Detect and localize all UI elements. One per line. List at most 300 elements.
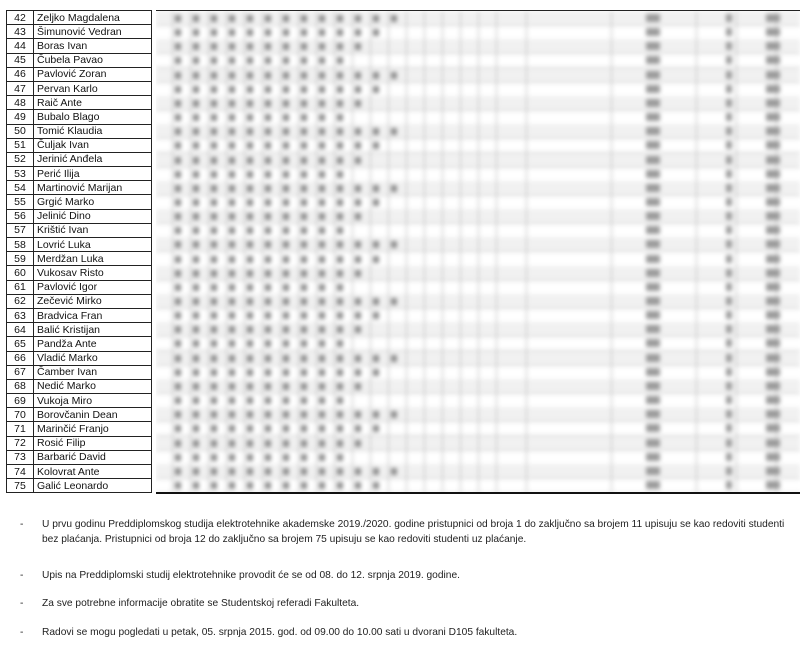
- blurred-mark: [301, 440, 307, 447]
- blurred-mark: [646, 184, 660, 192]
- blurred-column-line: [334, 11, 335, 492]
- blurred-mark: [247, 185, 253, 192]
- blurred-mark: [319, 128, 325, 135]
- blurred-mark: [337, 482, 343, 489]
- blurred-mark: [391, 15, 397, 22]
- blurred-mark: [211, 199, 217, 206]
- blurred-mark: [265, 411, 271, 418]
- blurred-mark: [319, 383, 325, 390]
- rank-number: 74: [7, 465, 34, 479]
- blurred-mark: [193, 43, 199, 50]
- blurred-column-line: [172, 11, 173, 492]
- blurred-mark: [283, 86, 289, 93]
- rank-number: 64: [7, 323, 34, 337]
- blurred-mark: [193, 284, 199, 291]
- blurred-score-columns: [156, 10, 800, 494]
- blurred-mark: [355, 185, 361, 192]
- blurred-mark: [337, 128, 343, 135]
- blurred-mark: [229, 185, 235, 192]
- blurred-mark: [247, 440, 253, 447]
- table-row: [7, 223, 152, 237]
- blurred-mark: [726, 339, 732, 347]
- blurred-mark: [265, 270, 271, 277]
- blurred-column-line: [388, 11, 389, 492]
- blurred-mark: [175, 298, 181, 305]
- blurred-mark: [175, 43, 181, 50]
- blurred-mark: [646, 382, 660, 390]
- blurred-mark: [337, 29, 343, 36]
- student-name: Šimunović Vedran: [34, 25, 152, 39]
- blurred-mark: [766, 113, 780, 121]
- blurred-mark: [319, 185, 325, 192]
- blurred-mark: [175, 185, 181, 192]
- table-row: [7, 25, 152, 39]
- blurred-mark: [726, 226, 732, 234]
- table-row: [7, 294, 152, 308]
- rank-number: 56: [7, 209, 34, 223]
- blurred-mark: [646, 226, 660, 234]
- blurred-mark: [265, 468, 271, 475]
- blurred-mark: [283, 340, 289, 347]
- blurred-column-line: [696, 11, 697, 492]
- blurred-mark: [265, 199, 271, 206]
- blurred-mark: [193, 15, 199, 22]
- blurred-mark: [301, 425, 307, 432]
- blurred-mark: [229, 128, 235, 135]
- blurred-mark: [726, 396, 732, 404]
- table-row: [7, 479, 152, 493]
- blurred-mark: [766, 42, 780, 50]
- blurred-mark: [319, 43, 325, 50]
- ranking-table-body: [7, 11, 152, 493]
- blurred-mark: [373, 142, 379, 149]
- blurred-column-line: [478, 11, 479, 492]
- blurred-mark: [337, 397, 343, 404]
- blurred-mark: [247, 270, 253, 277]
- blurred-mark: [211, 326, 217, 333]
- blurred-mark: [265, 241, 271, 248]
- blurred-mark: [175, 482, 181, 489]
- blurred-mark: [766, 354, 780, 362]
- blurred-mark: [175, 326, 181, 333]
- blurred-mark: [391, 72, 397, 79]
- blurred-mark: [355, 86, 361, 93]
- blurred-mark: [319, 199, 325, 206]
- blurred-mark: [373, 355, 379, 362]
- blurred-mark: [646, 71, 660, 79]
- student-name: Pandža Ante: [34, 337, 152, 351]
- blurred-mark: [337, 86, 343, 93]
- blurred-mark: [373, 256, 379, 263]
- blurred-mark: [646, 269, 660, 277]
- bullet-dash: -: [20, 598, 24, 609]
- blurred-mark: [283, 185, 289, 192]
- blurred-mark: [229, 397, 235, 404]
- blurred-mark: [726, 42, 732, 50]
- blurred-mark: [229, 411, 235, 418]
- blurred-mark: [211, 468, 217, 475]
- table-row: [7, 167, 152, 181]
- blurred-mark: [229, 171, 235, 178]
- rank-number: 50: [7, 124, 34, 138]
- blurred-mark: [355, 468, 361, 475]
- blurred-mark: [337, 411, 343, 418]
- blurred-mark: [373, 312, 379, 319]
- blurred-mark: [337, 454, 343, 461]
- blurred-mark: [229, 227, 235, 234]
- bullet-dash: -: [20, 519, 24, 530]
- blurred-mark: [337, 440, 343, 447]
- blurred-mark: [193, 241, 199, 248]
- blurred-mark: [319, 29, 325, 36]
- blurred-mark: [726, 368, 732, 376]
- blurred-mark: [265, 86, 271, 93]
- blurred-mark: [355, 355, 361, 362]
- blurred-mark: [247, 397, 253, 404]
- note-contact-office: [20, 596, 359, 611]
- blurred-score-content: [156, 11, 800, 492]
- blurred-mark: [229, 256, 235, 263]
- blurred-mark: [301, 284, 307, 291]
- blurred-mark: [373, 482, 379, 489]
- blurred-mark: [211, 425, 217, 432]
- blurred-mark: [211, 482, 217, 489]
- blurred-mark: [283, 369, 289, 376]
- blurred-mark: [193, 397, 199, 404]
- blurred-mark: [646, 410, 660, 418]
- blurred-mark: [265, 128, 271, 135]
- blurred-mark: [319, 454, 325, 461]
- student-name: Čuljak Ivan: [34, 138, 152, 152]
- student-name: Nedić Marko: [34, 379, 152, 393]
- blurred-mark: [301, 482, 307, 489]
- blurred-mark: [229, 213, 235, 220]
- blurred-mark: [265, 171, 271, 178]
- blurred-mark: [211, 128, 217, 135]
- blurred-mark: [319, 114, 325, 121]
- blurred-mark: [229, 15, 235, 22]
- blurred-mark: [646, 113, 660, 121]
- blurred-column-line: [776, 11, 777, 492]
- blurred-mark: [391, 411, 397, 418]
- blurred-mark: [646, 170, 660, 178]
- blurred-mark: [193, 355, 199, 362]
- blurred-mark: [211, 440, 217, 447]
- blurred-mark: [283, 425, 289, 432]
- note-text: Upis na Preddiplomski studij elektrotehnike provodit će se od 08. do 12. srpnja 2019. godine.: [42, 570, 460, 581]
- table-row: [7, 67, 152, 81]
- blurred-mark: [229, 43, 235, 50]
- blurred-mark: [726, 255, 732, 263]
- blurred-mark: [766, 424, 780, 432]
- rank-number: 75: [7, 479, 34, 493]
- blurred-mark: [726, 156, 732, 164]
- blurred-mark: [355, 383, 361, 390]
- blurred-mark: [337, 241, 343, 248]
- blurred-mark: [301, 326, 307, 333]
- blurred-mark: [265, 185, 271, 192]
- blurred-mark: [265, 298, 271, 305]
- student-name: Vukoja Miro: [34, 394, 152, 408]
- blurred-mark: [373, 298, 379, 305]
- blurred-mark: [766, 297, 780, 305]
- note-text: Radovi se mogu pogledati u petak, 05. srpnja 2015. god. od 09.00 do 10.00 sati u dvorani D105 fakulteta.: [42, 627, 518, 638]
- rank-number: 63: [7, 308, 34, 322]
- blurred-column-line: [460, 11, 461, 492]
- blurred-mark: [301, 15, 307, 22]
- blurred-mark: [283, 256, 289, 263]
- blurred-mark: [766, 339, 780, 347]
- blurred-mark: [247, 213, 253, 220]
- blurred-mark: [726, 184, 732, 192]
- blurred-mark: [211, 157, 217, 164]
- blurred-mark: [247, 100, 253, 107]
- blurred-mark: [301, 454, 307, 461]
- blurred-mark: [211, 171, 217, 178]
- blurred-mark: [337, 213, 343, 220]
- blurred-mark: [265, 213, 271, 220]
- blurred-mark: [646, 481, 660, 489]
- blurred-mark: [766, 156, 780, 164]
- blurred-mark: [337, 383, 343, 390]
- blurred-mark: [175, 270, 181, 277]
- blurred-mark: [193, 326, 199, 333]
- table-row: [7, 436, 152, 450]
- blurred-mark: [175, 411, 181, 418]
- student-name: Pavlović Igor: [34, 280, 152, 294]
- blurred-mark: [301, 340, 307, 347]
- blurred-column-line: [526, 11, 527, 492]
- blurred-mark: [175, 397, 181, 404]
- blurred-mark: [646, 424, 660, 432]
- blurred-mark: [211, 142, 217, 149]
- blurred-mark: [355, 241, 361, 248]
- blurred-mark: [229, 29, 235, 36]
- blurred-column-line: [244, 11, 245, 492]
- blurred-mark: [337, 114, 343, 121]
- blurred-column-line: [262, 11, 263, 492]
- blurred-mark: [229, 270, 235, 277]
- blurred-mark: [646, 156, 660, 164]
- student-name: Krištić Ivan: [34, 223, 152, 237]
- note-text: Za sve potrebne informacije obratite se Studentskoj referadi Fakulteta.: [42, 598, 360, 609]
- blurred-mark: [373, 72, 379, 79]
- blurred-mark: [265, 43, 271, 50]
- blurred-mark: [229, 142, 235, 149]
- blurred-mark: [646, 283, 660, 291]
- blurred-mark: [211, 270, 217, 277]
- blurred-mark: [283, 43, 289, 50]
- blurred-mark: [283, 241, 289, 248]
- blurred-mark: [726, 311, 732, 319]
- blurred-mark: [265, 256, 271, 263]
- table-row: [7, 138, 152, 152]
- rank-number: 47: [7, 81, 34, 95]
- blurred-column-line: [736, 11, 737, 492]
- blurred-column-line: [208, 11, 209, 492]
- blurred-mark: [646, 42, 660, 50]
- blurred-mark: [265, 340, 271, 347]
- blurred-mark: [211, 213, 217, 220]
- blurred-mark: [319, 284, 325, 291]
- blurred-mark: [175, 157, 181, 164]
- blurred-mark: [301, 114, 307, 121]
- blurred-mark: [319, 57, 325, 64]
- student-name: Balić Kristijan: [34, 323, 152, 337]
- blurred-mark: [301, 312, 307, 319]
- blurred-mark: [646, 325, 660, 333]
- blurred-mark: [646, 56, 660, 64]
- student-name: Zečević Mirko: [34, 294, 152, 308]
- ranking-table-area: [6, 10, 800, 495]
- table-row: [7, 238, 152, 252]
- blurred-mark: [319, 241, 325, 248]
- table-row: [7, 124, 152, 138]
- blurred-mark: [337, 142, 343, 149]
- blurred-mark: [283, 171, 289, 178]
- blurred-mark: [211, 256, 217, 263]
- blurred-mark: [766, 467, 780, 475]
- blurred-mark: [175, 213, 181, 220]
- blurred-mark: [175, 57, 181, 64]
- blurred-mark: [337, 340, 343, 347]
- blurred-mark: [726, 453, 732, 461]
- blurred-mark: [193, 270, 199, 277]
- blurred-mark: [211, 185, 217, 192]
- blurred-mark: [283, 114, 289, 121]
- blurred-mark: [229, 312, 235, 319]
- blurred-mark: [319, 340, 325, 347]
- blurred-mark: [301, 383, 307, 390]
- blurred-mark: [229, 482, 235, 489]
- table-row: [7, 11, 152, 25]
- blurred-mark: [319, 369, 325, 376]
- blurred-mark: [301, 369, 307, 376]
- table-row: [7, 422, 152, 436]
- blurred-mark: [283, 213, 289, 220]
- blurred-mark: [193, 157, 199, 164]
- blurred-mark: [193, 411, 199, 418]
- blurred-mark: [193, 425, 199, 432]
- blurred-mark: [766, 226, 780, 234]
- blurred-mark: [337, 468, 343, 475]
- rank-number: 67: [7, 365, 34, 379]
- rank-number: 66: [7, 351, 34, 365]
- blurred-mark: [766, 212, 780, 220]
- student-name: Perić Ilija: [34, 167, 152, 181]
- blurred-mark: [229, 86, 235, 93]
- table-row: [7, 181, 152, 195]
- table-row: [7, 195, 152, 209]
- blurred-mark: [283, 100, 289, 107]
- blurred-mark: [646, 240, 660, 248]
- blurred-mark: [247, 128, 253, 135]
- rank-number: 58: [7, 238, 34, 252]
- rank-number: 65: [7, 337, 34, 351]
- rank-number: 69: [7, 394, 34, 408]
- rank-number: 52: [7, 152, 34, 166]
- blurred-mark: [373, 425, 379, 432]
- blurred-mark: [247, 171, 253, 178]
- blurred-mark: [766, 396, 780, 404]
- blurred-mark: [265, 312, 271, 319]
- blurred-mark: [265, 482, 271, 489]
- blurred-mark: [265, 454, 271, 461]
- blurred-mark: [766, 85, 780, 93]
- blurred-mark: [247, 241, 253, 248]
- blurred-mark: [319, 298, 325, 305]
- blurred-mark: [646, 368, 660, 376]
- rank-number: 57: [7, 223, 34, 237]
- blurred-mark: [175, 241, 181, 248]
- blurred-mark: [247, 340, 253, 347]
- blurred-mark: [766, 170, 780, 178]
- blurred-mark: [726, 56, 732, 64]
- student-name: Jelinić Dino: [34, 209, 152, 223]
- blurred-mark: [319, 256, 325, 263]
- table-row: [7, 394, 152, 408]
- table-row: [7, 266, 152, 280]
- blurred-mark: [301, 86, 307, 93]
- blurred-mark: [247, 227, 253, 234]
- blurred-mark: [726, 85, 732, 93]
- blurred-mark: [355, 72, 361, 79]
- blurred-mark: [319, 100, 325, 107]
- student-name: Barbarić David: [34, 450, 152, 464]
- blurred-mark: [229, 340, 235, 347]
- blurred-mark: [211, 312, 217, 319]
- blurred-mark: [355, 326, 361, 333]
- table-row: [7, 308, 152, 322]
- blurred-mark: [193, 340, 199, 347]
- blurred-mark: [247, 411, 253, 418]
- blurred-mark: [247, 199, 253, 206]
- blurred-mark: [211, 369, 217, 376]
- blurred-mark: [319, 312, 325, 319]
- blurred-mark: [355, 411, 361, 418]
- blurred-mark: [337, 100, 343, 107]
- blurred-mark: [175, 468, 181, 475]
- blurred-mark: [193, 312, 199, 319]
- blurred-mark: [373, 128, 379, 135]
- blurred-mark: [229, 425, 235, 432]
- blurred-mark: [646, 439, 660, 447]
- blurred-mark: [175, 312, 181, 319]
- blurred-mark: [766, 141, 780, 149]
- table-row: [7, 408, 152, 422]
- blurred-mark: [301, 29, 307, 36]
- blurred-mark: [175, 425, 181, 432]
- student-name: Čamber Ivan: [34, 365, 152, 379]
- table-row: [7, 280, 152, 294]
- blurred-mark: [265, 15, 271, 22]
- blurred-mark: [283, 128, 289, 135]
- blurred-mark: [175, 454, 181, 461]
- rank-number: 61: [7, 280, 34, 294]
- blurred-mark: [766, 71, 780, 79]
- blurred-mark: [283, 411, 289, 418]
- blurred-mark: [646, 127, 660, 135]
- student-name: Merdžan Luka: [34, 252, 152, 266]
- blurred-mark: [301, 72, 307, 79]
- blurred-mark: [211, 340, 217, 347]
- table-row: [7, 450, 152, 464]
- blurred-mark: [319, 213, 325, 220]
- table-row: [7, 96, 152, 110]
- blurred-mark: [355, 298, 361, 305]
- student-name: Pavlović Zoran: [34, 67, 152, 81]
- blurred-mark: [319, 468, 325, 475]
